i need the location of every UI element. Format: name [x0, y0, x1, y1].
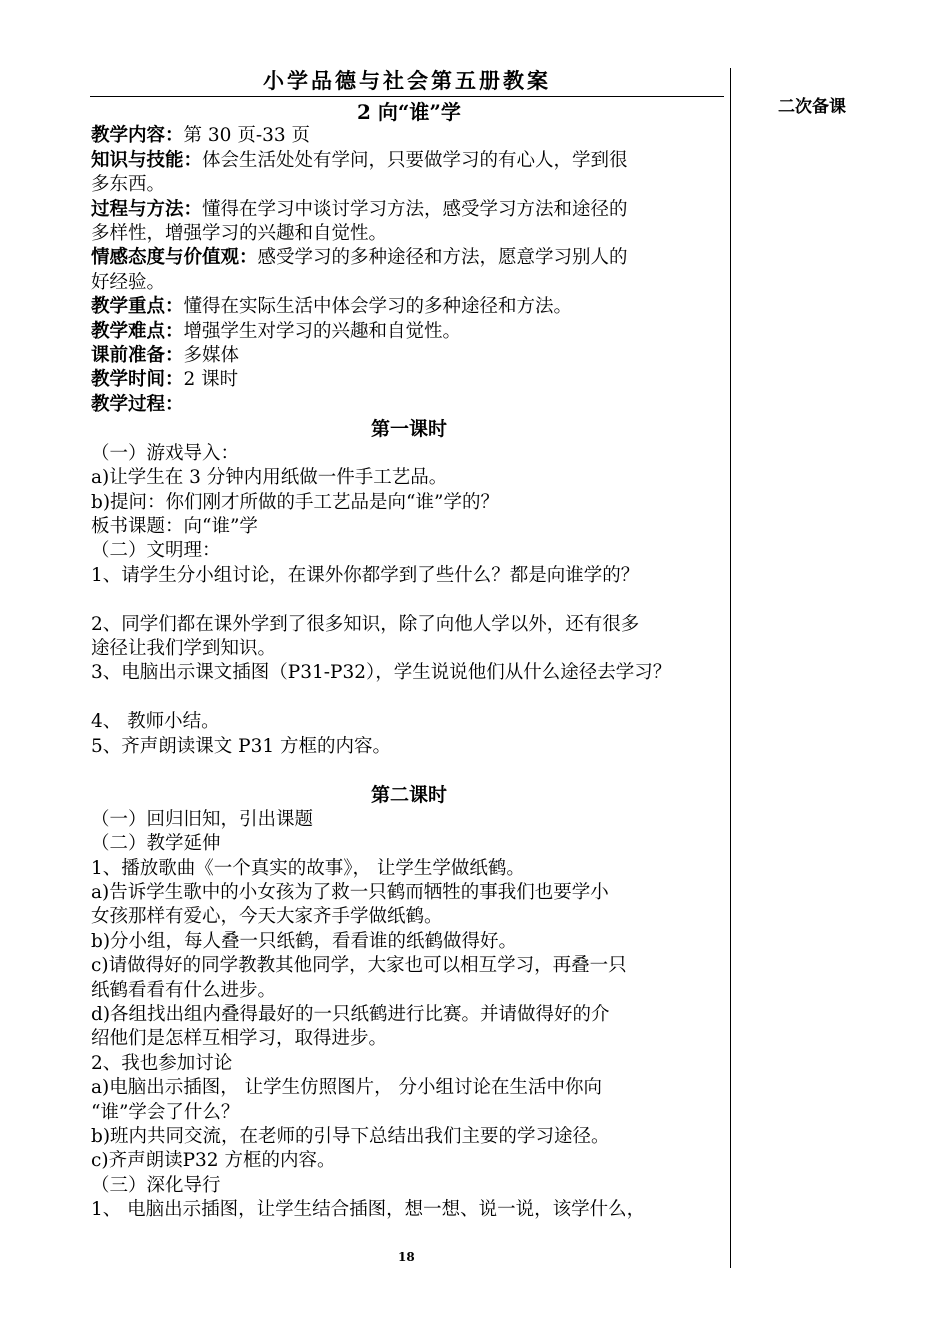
- meta-line: [91, 222, 727, 246]
- period-1-body: [91, 442, 727, 784]
- body-line: b)班内共同交流，在老师的引导下总结出我们主要的学习途径。: [91, 1126, 610, 1148]
- body-line: [91, 759, 727, 783]
- lesson-content: [91, 100, 727, 1223]
- body-line: a)告诉学生歌中的小女孩为了救一只鹤而牺牲的事我们也要学小: [91, 881, 609, 903]
- meta-line: [91, 393, 727, 417]
- meta-text: 懂得在学习中谈讨学习方法，感受学习方法和途径的: [202, 198, 628, 220]
- meta-label: 过程与方法：: [91, 198, 203, 220]
- meta-line: [91, 295, 727, 319]
- body-line: 1、请学生分小组讨论，在课外你都学到了些什么？都是向谁学的？: [91, 564, 640, 586]
- meta-line: [91, 368, 727, 392]
- body-line: [91, 686, 727, 710]
- meta-label: 教学内容：: [91, 125, 184, 147]
- meta-label: 课前准备：: [91, 345, 184, 367]
- period-2-body: [91, 808, 727, 1223]
- meta-text: 体会生活处处有学问，只要做学习的有心人，学到很: [202, 149, 628, 171]
- body-line: 女孩那样有爱心，今天大家齐手学做纸鹤。: [91, 906, 443, 928]
- body-line: 1、 电脑出示插图，让学生结合插图，想一想、说一说，该学什么，: [91, 1199, 646, 1221]
- meta-line: [91, 246, 727, 270]
- body-line: d)各组找出组内叠得最好的一只纸鹤进行比赛。并请做得好的介: [91, 1003, 610, 1025]
- body-line: 5、齐声朗读课文 P31 方框的内容。: [91, 735, 392, 757]
- meta-line: [91, 344, 727, 368]
- meta-text: 2 课时: [183, 369, 239, 391]
- body-line: （一）回归旧知，引出课题: [91, 808, 314, 830]
- body-line: [91, 588, 727, 612]
- body-line: b)提问：你们刚才所做的手工艺品是向“谁”学的？: [91, 491, 499, 513]
- meta-label: 教学难点：: [91, 320, 184, 342]
- body-line: 2、同学们都在课外学到了很多知识，除了向他人学以外，还有很多: [91, 613, 640, 635]
- meta-text: 第 30 页-33 页: [183, 125, 310, 147]
- meta-line: [91, 149, 727, 173]
- body-line: 4、 教师小结。: [91, 711, 220, 733]
- secondary-prep-label: 二次备课: [778, 97, 846, 117]
- meta-line: [91, 320, 727, 344]
- header-rule: [90, 96, 724, 97]
- meta-label: 情感态度与价值观：: [91, 247, 258, 269]
- body-line: （三）深化导行: [91, 1174, 221, 1196]
- body-line: （一）游戏导入：: [91, 442, 240, 464]
- meta-text: 好经验。: [91, 271, 166, 293]
- lesson-title: 2 向“谁”学: [357, 100, 461, 124]
- body-line: c)请做得好的同学教教其他同学，大家也可以相互学习，再叠一只: [91, 955, 627, 977]
- meta-text: 感受学习的多种途径和方法，愿意学习别人的: [257, 247, 628, 269]
- body-line: 板书课题：向“谁”学: [91, 515, 258, 537]
- lesson-meta: [91, 124, 727, 417]
- meta-label: 教学过程：: [91, 393, 184, 415]
- body-line: a)电脑出示插图， 让学生仿照图片， 分小组讨论在生活中你向: [91, 1077, 603, 1099]
- page-number: 18: [398, 1250, 415, 1264]
- period-1-heading: 第一课时: [370, 418, 447, 441]
- meta-label: 教学重点：: [91, 296, 184, 318]
- column-divider: [730, 68, 731, 1268]
- body-line: （二）文明理：: [91, 540, 221, 562]
- meta-line: [91, 198, 727, 222]
- meta-text: 增强学生对学习的兴趣和自觉性。: [183, 320, 462, 342]
- body-line: 纸鹤看看有什么进步。: [91, 979, 277, 1001]
- body-line: 绍他们是怎样互相学习，取得进步。: [91, 1028, 388, 1050]
- meta-line: [91, 173, 727, 197]
- meta-text: 多东西。: [91, 174, 166, 196]
- body-line: “谁”学会了什么？: [91, 1101, 240, 1123]
- body-line: c)齐声朗读P32 方框的内容。: [91, 1150, 336, 1172]
- meta-text: 多媒体: [183, 345, 240, 367]
- period-2-heading: 第二课时: [370, 784, 447, 807]
- body-line: 3、电脑出示课文插图（P31-P32），学生说说他们从什么途径去学习？: [91, 662, 672, 684]
- body-line: 2、我也参加讨论: [91, 1052, 233, 1074]
- meta-line: [91, 124, 727, 148]
- body-line: 途径让我们学到知识。: [91, 637, 277, 659]
- body-line: b)分小组，每人叠一只纸鹤，看看谁的纸鹤做得好。: [91, 930, 518, 952]
- body-line: 1、播放歌曲《一个真实的故事》， 让学生学做纸鹤。: [91, 857, 525, 879]
- body-line: a)让学生在 3 分钟内用纸做一件手工艺品。: [91, 467, 448, 489]
- meta-line: [91, 271, 727, 295]
- document-header: 小学品德与社会第五册教案: [263, 68, 551, 93]
- meta-text: 懂得在实际生活中体会学习的多种途径和方法。: [183, 296, 573, 318]
- meta-label: 教学时间：: [91, 369, 184, 391]
- meta-text: 多样性，增强学习的兴趣和自觉性。: [91, 223, 388, 245]
- meta-label: 知识与技能：: [91, 149, 203, 171]
- body-line: （二）教学延伸: [91, 833, 221, 855]
